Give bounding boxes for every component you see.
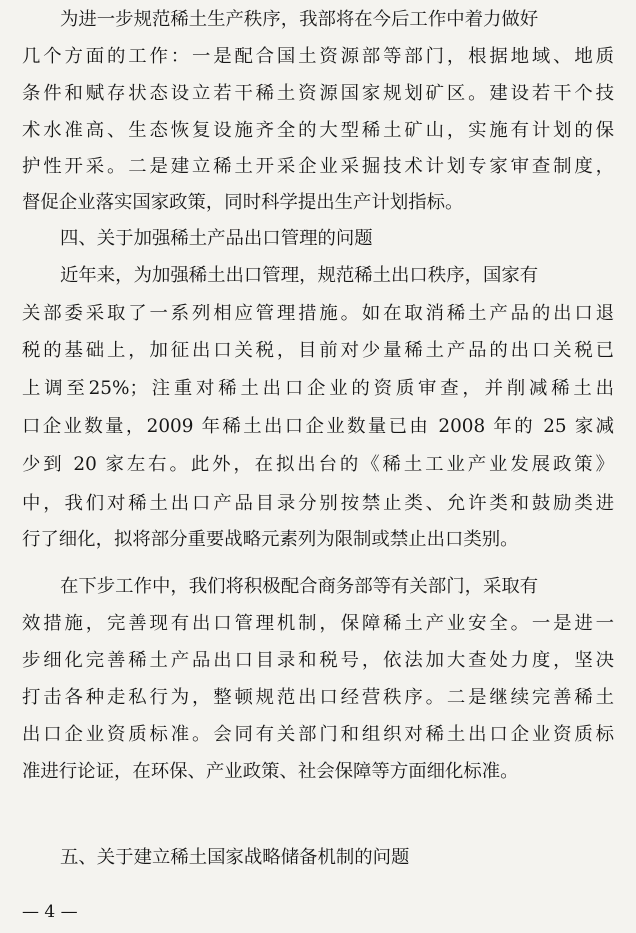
page-number: — 4 — xyxy=(22,902,78,922)
text-line: 效措施，完善现有出口管理机制，保障稀土产业安全。一是进一 xyxy=(22,613,614,634)
text-line: 出口企业资质标准。会同有关部门和组织对稀土出口企业资质标 xyxy=(22,724,614,745)
text-line: 条件和赋存状态设立若干稀土资源国家规划矿区。建设若干个技 xyxy=(22,83,614,104)
text-line: 行了细化，拟将部分重要战略元素列为限制或禁止出口类别。 xyxy=(22,529,519,550)
text-line: 护性开采。二是建立稀土开采企业采掘技术计划专家审查制度， xyxy=(22,156,614,177)
text-line: 督促企业落实国家政策，同时科学提出生产计划指标。 xyxy=(22,192,464,213)
text-line: 为进一步规范稀土生产秩序，我部将在今后工作中着力做好 xyxy=(60,9,539,30)
text-line: 打击各种走私行为，整顿规范出口经营秩序。二是继续完善稀土 xyxy=(22,687,614,708)
text-line: 步细化完善稀土产品出口目录和税号，依法加大查处力度，坚决 xyxy=(22,650,614,671)
text-line: 近年来，为加强稀土出口管理，规范稀土出口秩序，国家有 xyxy=(60,265,539,286)
text-line: 准进行论证，在环保、产业政策、社会保障等方面细化标准。 xyxy=(22,761,519,782)
section-heading: 四、关于加强稀土产品出口管理的问题 xyxy=(60,228,373,249)
text-line: 在下步工作中，我们将积极配合商务部等有关部门，采取有 xyxy=(60,576,539,597)
text-line: 几个方面的工作：一是配合国土资源部等部门，根据地域、地质 xyxy=(22,46,614,67)
text-line: 少到 20 家左右。此外，在拟出台的《稀土工业产业发展政策》 xyxy=(22,454,614,475)
text-line: 术水准高、生态恢复设施齐全的大型稀土矿山，实施有计划的保 xyxy=(22,120,614,141)
text-line: 口企业数量，2009 年稀土出口企业数量已由 2008 年的 25 家减 xyxy=(22,416,614,437)
text-line: 中，我们对稀土出口产品目录分别按禁止类、允许类和鼓励类进 xyxy=(22,493,614,514)
text-line: 关部委采取了一系列相应管理措施。如在取消稀土产品的出口退 xyxy=(22,303,614,324)
text-line: 税的基础上，加征出口关税，目前对少量稀土产品的出口关税已 xyxy=(22,340,614,361)
section-heading: 五、关于建立稀土国家战略储备机制的问题 xyxy=(60,847,410,868)
text-line: 上调至25%；注重对稀土出口企业的资质审查，并削减稀土出 xyxy=(22,378,614,399)
